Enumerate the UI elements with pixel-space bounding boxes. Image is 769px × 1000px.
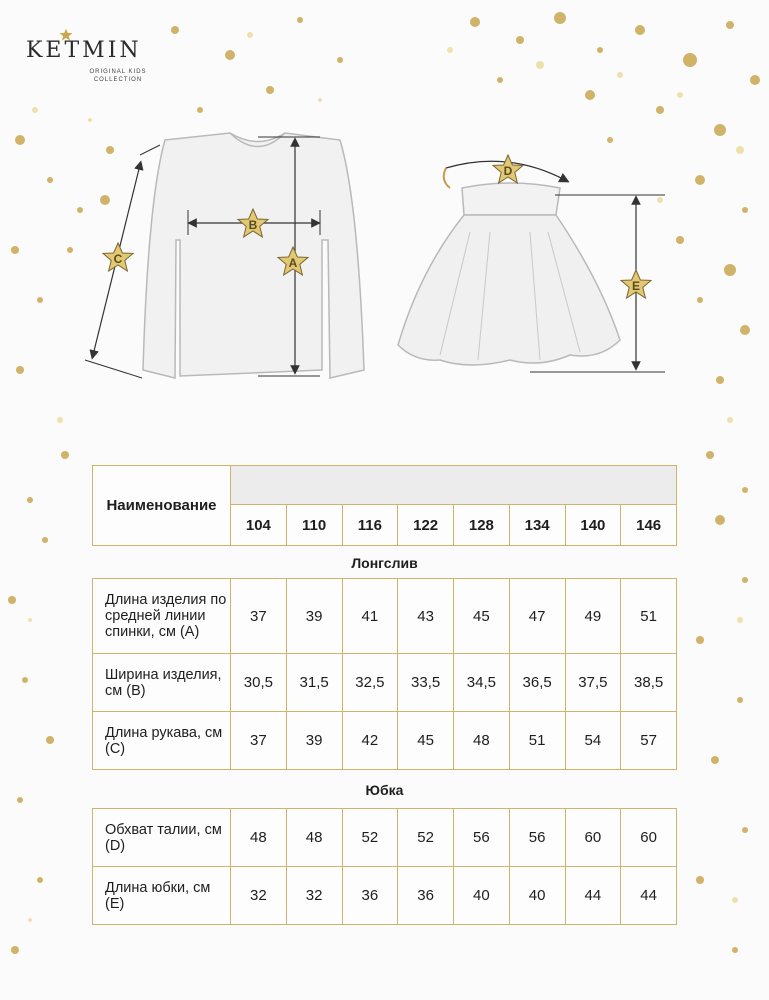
- value-cell: 60: [565, 809, 621, 867]
- size-header-cell: 122: [398, 505, 454, 546]
- section-title-longsleeve: Лонгслив: [351, 555, 418, 571]
- value-cell: 39: [286, 579, 342, 654]
- value-cell: 42: [342, 712, 398, 770]
- row-label: Длина изделия по средней линии спинки, см (А): [93, 579, 231, 654]
- size-header-cell: 128: [454, 505, 510, 546]
- table-row: [93, 579, 677, 654]
- label-c: C: [113, 252, 123, 266]
- value-cell: 38,5: [621, 654, 677, 712]
- size-header-cell: 110: [286, 505, 342, 546]
- size-header-cell: 140: [565, 505, 621, 546]
- value-cell: 41: [342, 579, 398, 654]
- value-cell: 52: [398, 809, 454, 867]
- value-cell: 45: [398, 712, 454, 770]
- row-label: Ширина изделия, см (В): [93, 654, 231, 712]
- skirt-table: [92, 808, 677, 925]
- row-label: Длина юбки, см (E): [93, 867, 231, 925]
- value-cell: 37: [231, 712, 287, 770]
- garment-diagram: [0, 0, 769, 400]
- value-cell: 34,5: [454, 654, 510, 712]
- value-cell: 48: [231, 809, 287, 867]
- value-cell: 37,5: [565, 654, 621, 712]
- star-d-icon: [493, 155, 523, 183]
- table-row: [93, 809, 677, 867]
- value-cell: 33,5: [398, 654, 454, 712]
- brand-tagline-line2: COLLECTION: [93, 77, 143, 83]
- value-cell: 49: [565, 579, 621, 654]
- star-c-icon: [103, 243, 133, 271]
- name-header: Наименование: [93, 466, 231, 546]
- table-row: [93, 654, 677, 712]
- header-blank-cell: [231, 466, 677, 505]
- longsleeve-table: [92, 578, 677, 770]
- size-header-cell: 116: [342, 505, 398, 546]
- value-cell: 57: [621, 712, 677, 770]
- label-e: E: [631, 279, 641, 293]
- value-cell: 47: [509, 579, 565, 654]
- value-cell: 48: [286, 809, 342, 867]
- value-cell: 51: [509, 712, 565, 770]
- value-cell: 56: [509, 809, 565, 867]
- row-label: Обхват талии, см (D): [93, 809, 231, 867]
- value-cell: 31,5: [286, 654, 342, 712]
- value-cell: 52: [342, 809, 398, 867]
- brand-tagline-line1: ORIGINAL KIDS: [89, 69, 147, 75]
- value-cell: 51: [621, 579, 677, 654]
- value-cell: 54: [565, 712, 621, 770]
- value-cell: 60: [621, 809, 677, 867]
- value-cell: 43: [398, 579, 454, 654]
- size-header-cell: 104: [231, 505, 287, 546]
- row-label: Длина рукава, см (С): [93, 712, 231, 770]
- label-a: A: [288, 256, 298, 270]
- value-cell: 30,5: [231, 654, 287, 712]
- skirt-illustration: [398, 183, 620, 365]
- value-cell: 40: [454, 867, 510, 925]
- section-title-skirt: Юбка: [365, 782, 404, 798]
- value-cell: 32,5: [342, 654, 398, 712]
- longsleeve-illustration: [143, 133, 364, 378]
- value-cell: 36: [398, 867, 454, 925]
- label-b: B: [248, 218, 258, 232]
- table-row: [93, 867, 677, 925]
- value-cell: 44: [621, 867, 677, 925]
- value-cell: 56: [454, 809, 510, 867]
- value-cell: 45: [454, 579, 510, 654]
- value-cell: 32: [231, 867, 287, 925]
- value-cell: 40: [509, 867, 565, 925]
- table-row: [93, 712, 677, 770]
- value-cell: 36,5: [509, 654, 565, 712]
- value-cell: 32: [286, 867, 342, 925]
- value-cell: 37: [231, 579, 287, 654]
- size-header-table: [92, 465, 677, 546]
- value-cell: 48: [454, 712, 510, 770]
- value-cell: 44: [565, 867, 621, 925]
- size-header-cell: 146: [621, 505, 677, 546]
- value-cell: 39: [286, 712, 342, 770]
- size-header-cell: 134: [509, 505, 565, 546]
- brand-name: KETMIN: [26, 38, 142, 63]
- value-cell: 36: [342, 867, 398, 925]
- label-d: D: [503, 164, 513, 178]
